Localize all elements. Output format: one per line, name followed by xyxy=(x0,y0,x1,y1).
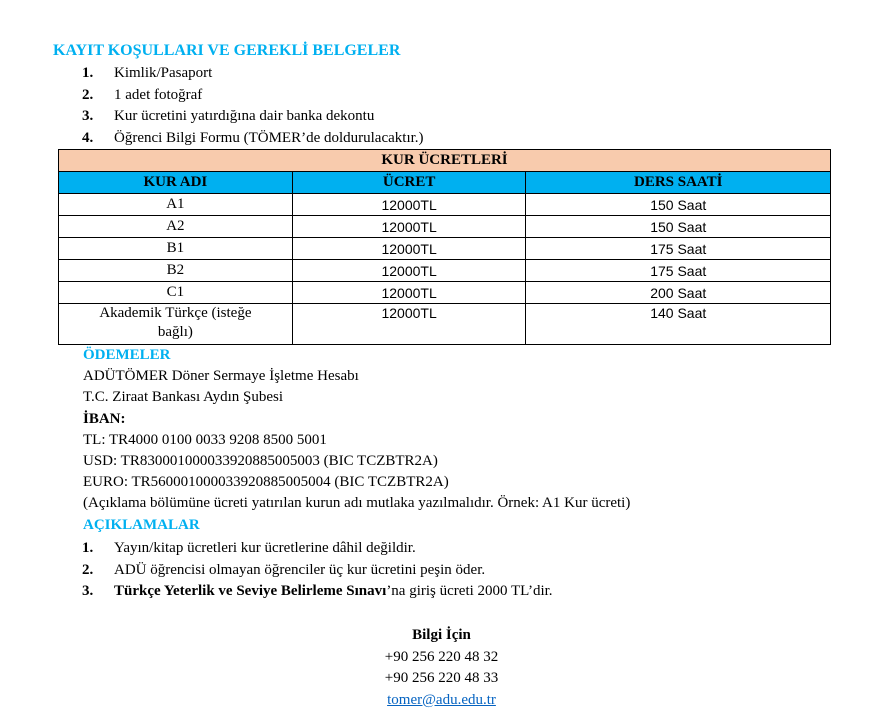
table-row: Akademik Türkçe (isteğe bağlı) 12000TL 140 Saat xyxy=(59,304,831,345)
notes-title: AÇIKLAMALAR xyxy=(83,516,200,533)
payments-section xyxy=(83,345,630,536)
table-row: A1 12000TL 150 Saat xyxy=(59,194,831,216)
list-item: 1. Yayın/kitap ücretleri kur ücretlerine dâhil değildir. xyxy=(82,540,416,556)
list-item: 1. Kimlik/Pasaport xyxy=(82,65,213,81)
contact-section xyxy=(0,625,883,711)
column-header-hours: DERS SAATİ xyxy=(526,172,831,194)
iban-label: İBAN: xyxy=(83,410,126,427)
column-header-course: KUR ADI xyxy=(59,172,293,194)
list-item: 4. Öğrenci Bilgi Formu (TÖMER’de doldurulacaktır.) xyxy=(82,129,424,146)
email-link[interactable]: tomer@adu.edu.tr xyxy=(387,691,496,708)
table-row: C1 12000TL 200 Saat xyxy=(59,282,831,304)
table-caption: KUR ÜCRETLERİ xyxy=(59,150,831,172)
requirements-list xyxy=(82,63,424,149)
phone-2: +90 256 220 48 33 xyxy=(384,670,499,686)
list-item: 2. 1 adet fotoğraf xyxy=(82,86,203,103)
iban-usd: USD: TR830001000033920885005003 (BIC TCZBTR2A) xyxy=(83,452,438,469)
table-header-row xyxy=(59,172,831,194)
table-row: B1 12000TL 175 Saat xyxy=(59,238,831,260)
list-item: 3. Kur ücretini yatırdığına dair banka dekontu xyxy=(82,108,375,124)
iban-tl: TL: TR4000 0100 0033 9208 8500 5001 xyxy=(83,431,327,448)
list-item: 3. Türkçe Yeterlik ve Seviye Belirleme Sınavı’na giriş ücreti 2000 TL’dir. xyxy=(82,583,553,599)
column-header-fee: ÜCRET xyxy=(292,172,526,194)
phone-1: +90 256 220 48 32 xyxy=(384,648,499,665)
requirements-title: KAYIT KOŞULLARI VE GEREKLİ BELGELER xyxy=(53,42,401,59)
table-row: B2 12000TL 175 Saat xyxy=(59,260,831,282)
contact-title: Bilgi İçin xyxy=(412,627,471,643)
bank-name: T.C. Ziraat Bankası Aydın Şubesi xyxy=(83,389,283,406)
payment-note: (Açıklama bölümüne ücreti yatırılan kurun adı mutlaka yazılmalıdır. Örnek: A1 Kur ücreti) xyxy=(83,495,631,512)
list-item: 2. ADÜ öğrencisi olmayan öğrenciler üç kur ücretini peşin öder. xyxy=(82,561,486,578)
payments-title: ÖDEMELER xyxy=(83,347,171,363)
fees-table xyxy=(58,149,831,345)
notes-list xyxy=(82,538,553,603)
account-name: ADÜTÖMER Döner Sermaye İşletme Hesabı xyxy=(83,368,359,385)
table-row: A2 12000TL 150 Saat xyxy=(59,216,831,238)
iban-euro: EURO: TR560001000033920885005004 (BIC TCZBTR2A) xyxy=(83,474,449,491)
